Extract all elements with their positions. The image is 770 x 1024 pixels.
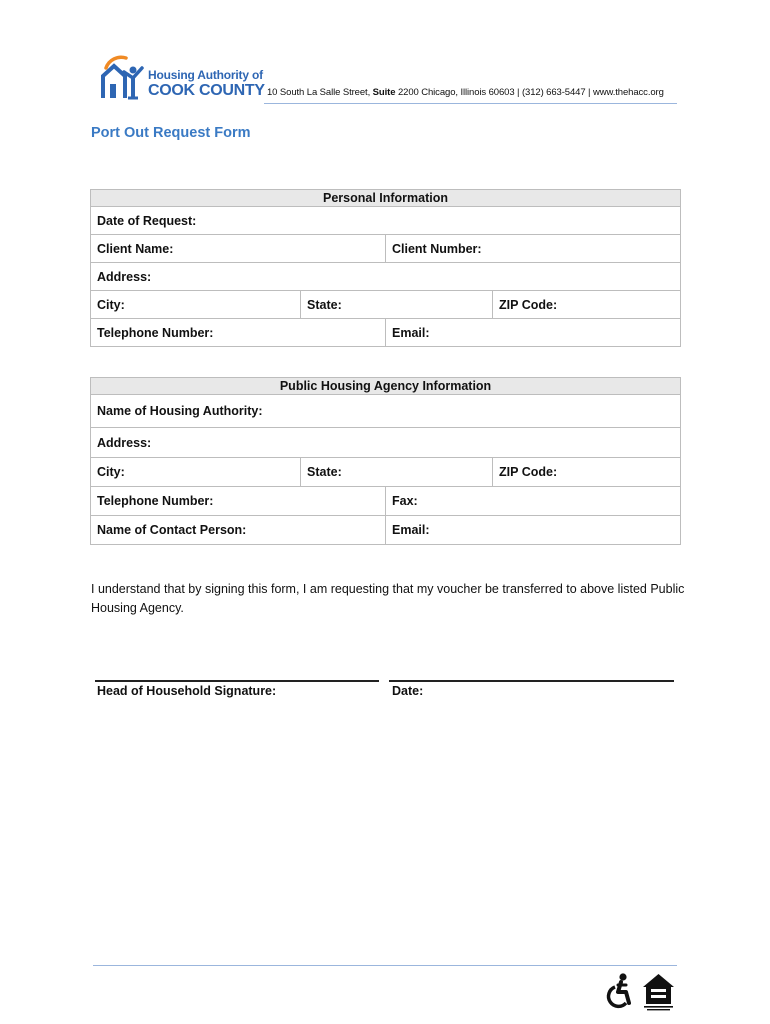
org-logo (100, 54, 265, 100)
address-part-1: 10 South La Salle Street, (267, 87, 373, 98)
pha-zip-code-field[interactable]: ZIP Code: (493, 458, 681, 487)
telephone-field[interactable]: Telephone Number: (91, 319, 386, 347)
pha-email-field[interactable]: Email: (386, 516, 681, 545)
city-field[interactable]: City: (91, 291, 301, 319)
date-of-request-field[interactable]: Date of Request: (91, 207, 681, 235)
signature-label: Head of Household Signature: (97, 684, 277, 698)
org-address (267, 87, 664, 98)
state-field[interactable]: State: (301, 291, 493, 319)
org-name-line2: COOK COUNTY (148, 82, 265, 99)
pha-address-field[interactable]: Address: (91, 428, 681, 458)
pha-fax-field[interactable]: Fax: (386, 487, 681, 516)
pha-city-field[interactable]: City: (91, 458, 301, 487)
accessibility-icon (604, 973, 634, 1009)
address-suite: Suite (372, 87, 396, 98)
house-with-person-icon (100, 54, 146, 100)
page-title: Port Out Request Form (91, 125, 251, 141)
section-header: Personal Information (91, 190, 681, 207)
pha-information-table (90, 377, 681, 545)
client-number-field[interactable]: Client Number: (386, 235, 681, 263)
address-field[interactable]: Address: (91, 263, 681, 291)
header-divider (264, 103, 677, 104)
section-header: Public Housing Agency Information (91, 378, 681, 395)
date-line[interactable] (389, 680, 674, 682)
footer-divider (93, 965, 677, 966)
client-name-field[interactable]: Client Name: (91, 235, 386, 263)
consent-statement: I understand that by signing this form, I am requesting that my voucher be transferred to above listed Public Housing Agency. (91, 582, 685, 615)
equal-housing-opportunity-icon (641, 972, 676, 1012)
zip-code-field[interactable]: ZIP Code: (493, 291, 681, 319)
personal-information-table (90, 189, 681, 347)
pha-telephone-field[interactable]: Telephone Number: (91, 487, 386, 516)
pha-state-field[interactable]: State: (301, 458, 493, 487)
address-part-2: 2200 Chicago, Illinois 60603 | (312) 663-5447 | www.thehacc.org (395, 87, 664, 98)
signature-line[interactable] (95, 680, 379, 682)
contact-person-field[interactable]: Name of Contact Person: (91, 516, 386, 545)
date-label: Date: (392, 684, 424, 698)
email-field[interactable]: Email: (386, 319, 681, 347)
housing-authority-name-field[interactable]: Name of Housing Authority: (91, 395, 681, 428)
org-name-line1: Housing Authority of (148, 68, 263, 82)
